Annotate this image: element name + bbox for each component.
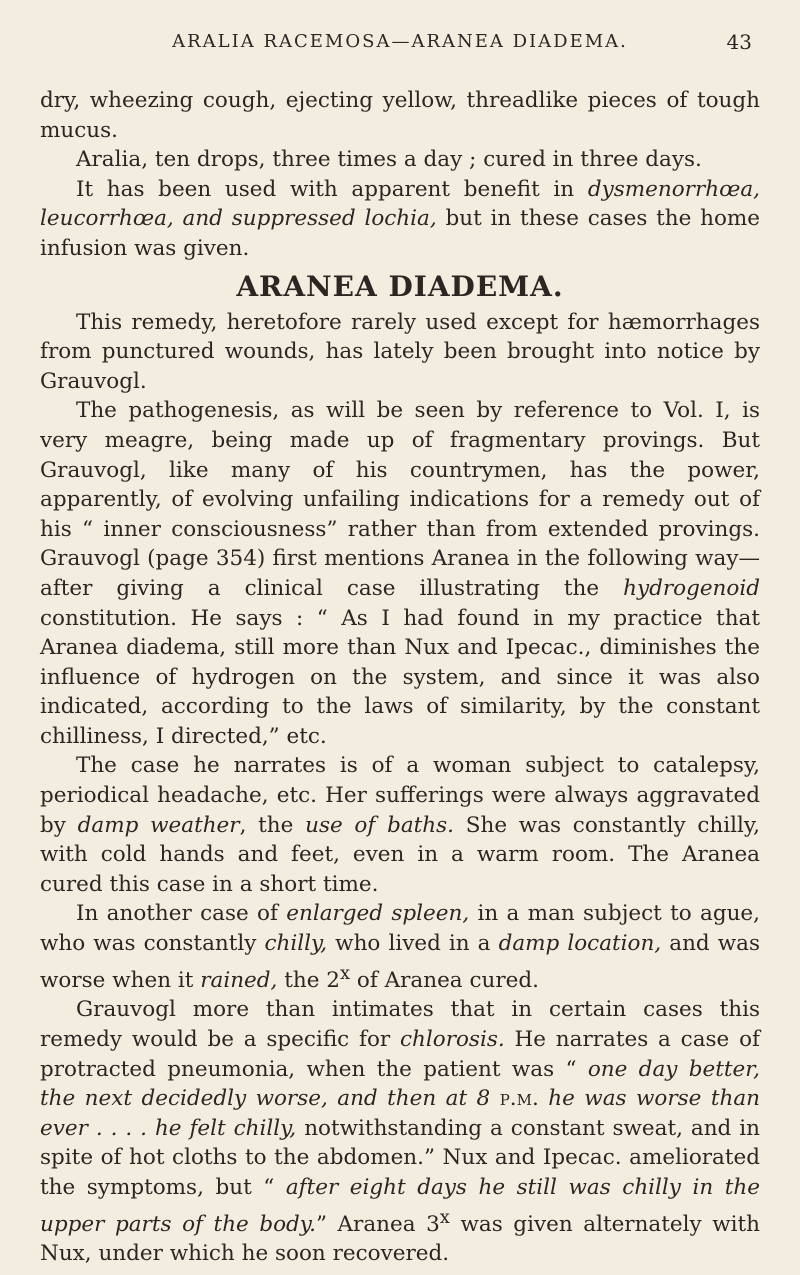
paragraph-3: It has been used with apparent benefit in dysmenorrhœa, leucorrhœa, and suppressed lochia, but in these cases the home infusion was given. — [40, 176, 760, 261]
paragraph-8: Grauvogl more than intimates that in certain cases this remedy would be a specific for chlorosis. He narrates a case of protracted pneumonia, when the patient was “ one day better, the next decidedly worse, and then at 8 p.m. he was worse than ever . . . . he felt chilly, notwithstanding a constant sweat, and in spite of hot cloths to the abdomen.” Nux and Ipecac. ameliorated the symptoms, but “ after eight days he still was chilly in the upper parts of the body.” Aranea 3$^x$ was given alternately with Nux, under which he soon recovered. — [40, 997, 761, 1267]
paragraph-1: dry, wheezing cough, ejecting yellow, threadlike pieces of tough mucus. — [40, 88, 760, 143]
running-title: ARALIA RACEMOSA—ARANEA DIADEMA. — [172, 31, 628, 52]
running-head — [40, 22, 760, 62]
section-title: ARANEA DIADEMA. — [236, 269, 564, 303]
body-text — [40, 86, 760, 1269]
paragraph-2: Aralia, ten drops, three times a day ; cured in three days. — [76, 147, 702, 173]
paragraph-7: In another case of enlarged spleen, in a man subject to ague, who was constantly chilly, who lived in a damp location, and was worse when it rained, the 2$^x$ of Aranea cured. — [40, 901, 760, 993]
paragraph-5: The pathogenesis, as will be seen by reference to Vol. I, is very meagre, being made up of fragmentary provings. But Grauvogl, like many of his countrymen, has the power, apparently, of evolving unfailing indications for a remedy out of his “ inner consciousness” rather than from extended provings. Grauvogl (page 354) first mentions Aranea in the following way—after giving a clinical case illustrating the hydrogenoid constitution. He says : “ As I had found in my practice that Aranea diadema, still more than Nux and Ipecac., diminishes the influence of hydrogen on the system, and since it was also indicated, according to the laws of similarity, by the constant chilliness, I directed,” etc. — [40, 398, 760, 749]
paragraph-4: This remedy, heretofore rarely used except for hæmorrhages from punctured wounds, has lately been brought into notice by Grauvogl. — [40, 309, 760, 394]
paragraph-6: The case he narrates is of a woman subject to catalepsy, periodical headache, etc. Her sufferings were always aggravated by damp weather, the use of baths. She was constantly chilly, with cold hands and feet, even in a warm room. The Aranea cured this case in a short time. — [40, 753, 760, 897]
page-number: 43 — [726, 30, 752, 54]
